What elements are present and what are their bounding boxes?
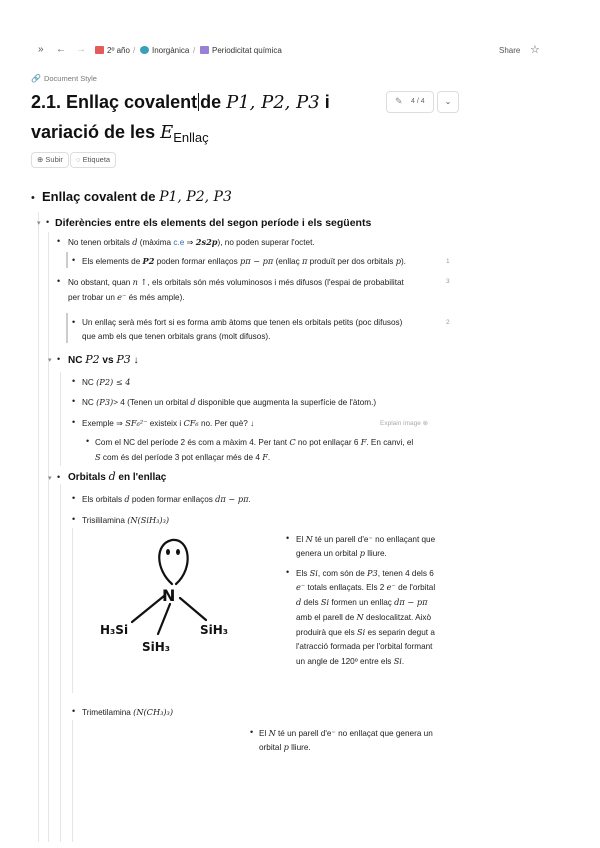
bullet: • [72,317,76,327]
group-right: SiH₃ [200,623,229,637]
inline-text: produirà que els [296,628,355,637]
inline-text: Etiqueta [82,155,111,164]
trisililamina-sketch [90,530,260,670]
breadcrumb-item-year[interactable] [95,46,130,55]
inline-text: orbital [259,743,282,752]
inline-text: 2.1. Enllaç covalent [31,92,198,112]
item-nc-p2[interactable] [82,375,131,390]
tag-icon: ◌ [76,155,81,164]
guide-line [48,232,49,842]
side-note-n-trimetil[interactable] [259,726,433,741]
dot [176,549,180,555]
bullet: • [72,417,76,427]
guide-line [60,372,61,466]
breadcrumb-separator: / [193,46,196,55]
inline-text: p [283,742,289,752]
toggle-icon[interactable]: ▾ [48,475,52,482]
inline-text: . [401,657,405,666]
inline-text: variació de les [31,122,156,142]
item-no-obstant[interactable] [68,275,404,290]
inline-text: Si [320,597,330,607]
inline-text: SF₆²⁻ [125,418,148,428]
inline-text: disponible que augmenta la superfície de l'àtom.) [197,398,377,407]
item-enllacos-p-pi[interactable] [82,254,406,269]
inline-text: produït per dos orbitals [309,257,394,266]
inline-text: Periodicitat química [212,46,282,55]
explain-image-button[interactable]: Explain image ⊗ [380,420,429,427]
bullet: • [286,567,290,577]
inline-text: , tenen 4 dels 6 [377,569,434,578]
bullet: • [57,472,61,482]
item-exemple[interactable] [82,416,254,431]
side-note-si-line2[interactable] [296,580,435,595]
item-no-obstant-line2[interactable] [68,290,185,305]
bullet: • [72,396,76,406]
top-bar [36,44,556,60]
inline-text: e⁻ [117,292,127,302]
globe-icon [140,46,149,54]
inline-text: E [160,122,174,143]
arrow-down-icon: ↓ [133,355,139,366]
inline-text: Enllaç covalent de [42,189,156,204]
footnote-number: 3 [446,278,450,285]
arrow-down-icon: ↓ [250,419,255,428]
bullet: • [57,236,61,246]
inline-text: d [124,494,130,504]
star-icon[interactable]: ☆ [530,44,540,56]
document-style-icon: 🔗 [31,74,41,83]
back-arrow-icon[interactable]: ← [56,44,66,55]
group-left: H₃Si [100,623,129,637]
inline-text: El [259,729,267,738]
inline-text: és més ample). [128,293,185,302]
folder-purple-icon [200,46,209,54]
bullet: • [57,354,61,364]
quote-bar [66,252,68,268]
inline-text: Els [296,569,308,578]
breadcrumb-separator: / [133,46,136,55]
inline-text: dπ − pπ [394,597,428,607]
inline-text: Trimetilamina [82,708,131,717]
inline-text: π [301,256,308,266]
inline-text: de [200,92,222,112]
inline-text: totals enllaçats. Els 2 [307,583,385,592]
comments-counter[interactable] [386,91,434,113]
inline-text: P2 [142,256,155,266]
subir-chip[interactable] [31,152,69,168]
inline-text: ). [400,257,406,266]
inline-text: Els elements de [82,257,141,266]
inline-text: 2º año [107,46,130,55]
bond-bottom [158,604,170,634]
inline-text: ), no poden superar l'octet. [217,238,315,247]
inline-text: p [395,256,401,266]
side-note-si-line5[interactable] [296,625,435,640]
inline-text: , els orbitals són més voluminosos i més difusos (l'espai de probabilitat [147,278,404,287]
inline-text: No tenen orbitals [68,238,130,247]
item-no-orbitals-d[interactable] [68,235,315,250]
footnote-number: 1 [446,258,450,265]
side-note-n-trimetil-line2[interactable] [259,740,311,755]
inline-text: lliure. [291,743,311,752]
inline-text: formen un enllaç [331,598,392,607]
inline-text: N [305,534,313,544]
inline-text: amb el parell de [296,613,355,622]
inline-text: ⇒ [186,238,194,247]
inline-text: S [95,452,101,462]
inline-text: poden formar enllaços [131,495,213,504]
bullet: • [72,376,76,386]
bond-left [132,596,164,622]
forward-arrow-icon[interactable]: → [76,44,86,55]
inline-text: F [360,437,367,447]
inline-text: P3 [367,568,378,578]
bullet: • [46,217,50,227]
inline-text: d [190,397,196,407]
dot [166,549,170,555]
inline-text: té un parell d'e⁻ no enllaçat que genera un [278,729,433,738]
inline-text: com és del període 3 pot enllaçar més de 4 [102,453,260,462]
inline-text: Enllaç [173,130,209,145]
heading-diferencies[interactable]: Diferències entre els elements del segon període i els següents [55,217,372,229]
inline-text: . En canvi, el [366,438,414,447]
etiqueta-chip[interactable] [70,152,116,168]
inline-text: P3 [116,353,131,366]
side-note-n-parell[interactable] [296,532,435,547]
inline-text: CF₆ [183,418,199,428]
breadcrumb-item-periodicitat[interactable] [200,46,282,55]
atom-n: N [162,586,176,605]
bullet: • [57,276,61,286]
side-note-si-line4[interactable] [296,610,431,625]
lone-pair-orbital [159,540,187,584]
bullet: • [72,255,76,265]
inline-text: vs [102,355,114,366]
inline-text: d [296,597,302,607]
inline-text: P1, P2, P3 [159,189,232,205]
inline-text: genera un orbital [296,549,358,558]
inline-text: Exemple ⇒ [82,419,123,428]
guide-line [72,720,73,842]
inline-text: No obstant, quan [68,278,131,287]
inline-text: no pot enllaçar 6 [297,438,359,447]
side-note-n-parell-line2[interactable] [296,546,387,561]
item-enllac-fort[interactable]: Un enllaç serà més fort si es forma amb àtoms que tenen els orbitals petits (poc difusos) [82,318,403,327]
inline-text: Trisililamina [82,516,125,525]
inline-text: P2 [85,353,100,366]
inline-text: NC [68,355,83,366]
inline-text: Inorgànica [152,46,190,55]
inline-text: N [268,728,276,738]
bullet: • [72,706,76,716]
side-note-si-line3[interactable] [296,595,427,610]
inline-text: poden formar enllaços [156,257,238,266]
expand-sidebar-icon[interactable]: » [38,44,44,55]
inline-text: per trobar un [68,293,115,302]
inline-text: dπ − pπ [215,494,249,504]
side-note-si[interactable] [296,566,434,581]
inline-text: Si [357,627,366,637]
inline-text: F [262,452,268,462]
toggle-icon[interactable]: ▾ [37,220,41,227]
inline-text: , com són de [317,569,365,578]
inline-text: es separin degut a [367,628,435,637]
side-note-si-line6[interactable]: l'atracció formada per l'orbital formant [296,642,433,651]
bullet: • [72,493,76,503]
inline-text: d [132,237,138,247]
inline-text: (P2) ≤ 4 [96,377,131,387]
text-cursor [198,93,199,111]
heading-enllac-covalent[interactable] [42,190,232,204]
inline-text: e⁻ [296,582,306,592]
inline-text: Els orbitals [82,495,123,504]
inline-text: NC [82,378,94,387]
breadcrumb-item-inorganica[interactable] [140,46,189,55]
inline-text: p [359,548,365,558]
inline-text: Orbitals [68,472,106,483]
inline-text: lliure. [367,549,387,558]
inline-text: (N(SiH₃)₃) [127,515,170,525]
inline-text: c.e [173,238,185,247]
share-button[interactable]: Share [499,46,521,55]
inline-text: existeix i [149,419,182,428]
inline-text: té un parell d'e⁻ no enllaçant que [315,535,436,544]
inline-text: > 4 (Tenen un orbital [113,398,189,407]
inline-text: (enllaç [275,257,300,266]
inline-text: un angle de 120º entre els [296,657,392,666]
item-com-el-nc[interactable] [95,435,413,450]
item-trisililamina[interactable] [82,513,169,528]
heading-orbitals-d[interactable] [68,470,166,485]
guide-line [72,528,73,693]
inline-text: en l'enllaç [118,472,167,483]
upload-icon: ⊕ [37,155,44,164]
footnote-number: 2 [446,319,450,326]
quote-bar [66,313,68,343]
group-bottom: SiH₃ [142,640,171,654]
inline-text: C [289,437,296,447]
bullet: • [72,514,76,524]
bullet: • [31,192,35,204]
document-style[interactable] [31,74,97,83]
dropdown-button[interactable]: ⌄ [437,91,459,113]
bond-right [180,598,206,620]
folder-red-icon [95,46,104,54]
inline-text: de l'orbital [398,583,436,592]
bullet: • [286,533,290,543]
inline-text: P1, P2, P3 [226,92,320,113]
item-nc-p3[interactable] [82,395,376,410]
inline-text: (P3) [96,397,114,407]
inline-text: deslocalitzat. Això [366,613,432,622]
inline-text: NC [82,398,94,407]
bullet: • [86,436,90,446]
inline-text: i [324,92,330,112]
item-enllac-fort-line2[interactable]: que amb els que tenen orbitals grans (molt difusos). [82,332,271,341]
guide-line [38,212,39,842]
comment-icon: ✎ [395,96,403,106]
inline-text: e⁻ [386,582,396,592]
page-title-line2[interactable] [31,120,209,150]
inline-text: . [267,453,271,462]
item-orbitals-d-enllacos[interactable] [82,492,251,507]
toggle-icon[interactable]: ▾ [48,357,52,364]
bullet: • [250,727,254,737]
guide-line [60,484,61,842]
inline-text: Subir [45,155,63,164]
inline-text: d [108,470,116,483]
inline-text: Si [309,568,318,578]
inline-text: . [248,495,251,504]
inline-text: 2s2p [195,237,218,247]
inline-text: pπ − pπ [239,256,274,266]
inline-text: dels [303,598,319,607]
inline-text: El [296,535,304,544]
inline-text: no. Per què? [200,419,248,428]
inline-text: Com el NC del període 2 és com a màxim 4. Per tant [95,438,288,447]
inline-text: (màxima [139,238,172,247]
inline-text: 4 / 4 [411,98,425,105]
inline-text: N [356,612,364,622]
item-trimetilamina[interactable] [82,705,173,720]
item-com-el-nc-line2[interactable] [95,450,270,465]
inline-text: n ↑ [132,277,148,287]
inline-text: Si [393,656,402,666]
inline-text: Document Style [43,74,97,83]
heading-nc[interactable] [68,353,139,368]
side-note-si-line7[interactable] [296,654,404,669]
inline-text: (N(CH₃)₃) [133,707,174,717]
page-title-line1[interactable] [31,90,330,115]
